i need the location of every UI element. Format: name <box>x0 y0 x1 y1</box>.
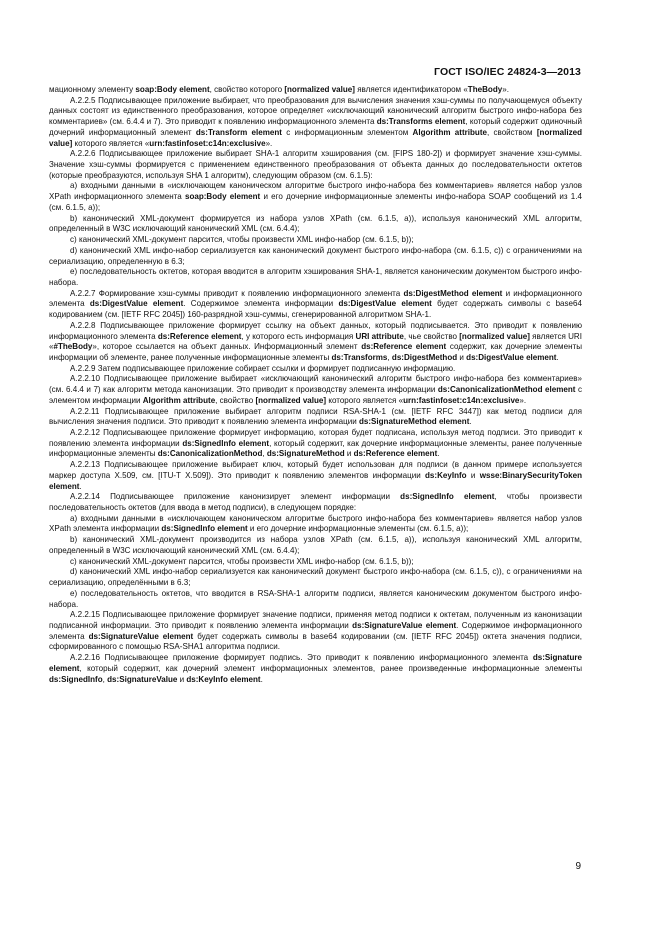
text-run: , <box>387 352 392 362</box>
paragraph <box>49 557 582 568</box>
bold-term: ds:SignatureMethod <box>266 449 345 459</box>
text-run: А.2.2.6 Подписывающее приложение выбирает SHA-1 алгоритм хэширования (см. [FIPS 180-2]) и формирует значение хэш-суммы. Значение хэш-суммы формируется с применением единственного преобразования от объекта данных до последовательности октетов (которые преобразуются, используя SHA 1 алгоритм), следующим образом (см. 6.1.5): <box>49 149 582 180</box>
text-run: А.2.2.12 Подписывающее приложение формирует информацию, которая будет подписана, используя метод подписи. Это приводит к появлению элемента информации <box>49 428 582 448</box>
bold-term: [normalized value] <box>49 127 583 148</box>
paragraph <box>49 374 582 406</box>
text-run: и <box>177 674 187 684</box>
text-run: . <box>260 674 263 684</box>
standard-header: ГОСТ ISO/IEC 24824-3—2013 <box>434 66 581 78</box>
bold-term: ds:KeyInfo <box>425 470 467 480</box>
bold-term: ds:Transform element <box>195 127 282 137</box>
bold-term: ds:Reference element <box>353 449 438 459</box>
text-run: , который содержит одиночный дочерний информационный элемент <box>49 117 583 137</box>
bold-term: soap:Body element <box>135 85 210 94</box>
bold-term: urn:fastinfoset:c14n:exclusive <box>149 138 266 148</box>
body-text <box>49 85 582 685</box>
paragraph <box>49 289 582 321</box>
text-run: будет содержать символы с base64 кодированием (см. [IETF RFC 2045]) 160-разрядной хэш-суммы, сгенерированной алгоритмом SHA-1. <box>49 299 582 320</box>
text-run: . <box>469 417 472 427</box>
text-run: , который содержит, как дочерний элемент информационных элементов, ранее произведенные информационные элементы <box>79 663 582 673</box>
bold-term: ds:Reference element <box>157 331 242 341</box>
text-run: и <box>344 449 354 459</box>
text-run: , у которого есть информация <box>241 331 356 341</box>
text-run: и <box>457 352 467 362</box>
paragraph <box>49 407 582 428</box>
bold-term: ds:SignedInfo element <box>161 524 248 534</box>
text-run: А.2.2.14 Подписывающее приложение канонизирует элемент информации <box>70 492 401 502</box>
bold-term: ds:CanonicalizationMethod <box>157 449 263 459</box>
text-run: d) канонический XML инфо-набор сериализуется как канонический документ быстрого инфо-набора (см. 6.1.5, c)) с ограничениями на сериализацию, определенную в 6.3; <box>49 245 582 266</box>
text-run: . Содержимое информационного элемента <box>49 620 582 641</box>
text-run: . Содержимое элемента информации <box>183 299 339 309</box>
paragraph <box>49 246 582 267</box>
text-run: ». <box>265 138 273 148</box>
text-run: с элементом информации <box>49 385 582 405</box>
text-run: », которое ссылается на объект данных. Информационный элемент <box>92 342 362 352</box>
bold-term: TheBody <box>467 85 503 94</box>
text-run: которого является « <box>326 395 404 405</box>
paragraph <box>49 85 582 96</box>
text-run: e) последовательность октетов, что вводится в RSA-SHA-1 алгоритм подписи, является каноническим документом быстрого инфо-набора. <box>49 588 582 609</box>
text-run: и его дочерние информационные элементы (см. 6.1.5, а)); <box>247 524 469 534</box>
text-run: , чье свойство <box>403 331 460 341</box>
bold-term: Algorithm attribute <box>412 127 487 137</box>
bold-term: [normalized value] <box>459 331 530 341</box>
text-run: А.2.2.9 Затем подписывающее приложение собирает ссылки и формирует подписанную информацию. <box>70 363 456 373</box>
bold-term: ds:DigestValue element <box>466 352 557 362</box>
text-run: . <box>79 481 82 491</box>
bold-term: urn:fastinfoset:c14n:exclusive <box>403 395 520 405</box>
paragraph <box>49 653 582 685</box>
bold-term: ds:SignatureMethod element <box>358 417 470 427</box>
bold-term: ds:SignatureValue <box>107 674 178 684</box>
text-run: , свойство которого <box>209 85 285 94</box>
text-run: А.2.2.16 Подписывающее приложение формирует подпись. Это приводит к появлению информационного элемента <box>70 653 533 663</box>
bold-term: [normalized value] <box>255 395 327 405</box>
bold-term: Algorithm attribute <box>142 395 216 405</box>
text-run: b) канонический XML-документ формируется из набора узлов XPath (см. 6.1.5, a)), используя канонический XML алгоритм, определенный в W3C исключающий канонический XML (см. 6.4.4); <box>49 213 582 234</box>
text-run: , чтобы произвести последовательность октетов (для ввода в метод подписи), в следующем порядке: <box>49 492 582 513</box>
bold-term: ds:Transforms <box>331 352 388 362</box>
text-run: , свойство <box>215 395 256 405</box>
paragraph <box>49 181 582 213</box>
text-run: ». <box>519 395 527 405</box>
bold-term: ds:SignedInfo <box>49 674 103 684</box>
bold-term: ds:SignatureValue element <box>88 631 194 641</box>
text-run: c) канонический XML-документ парсится, чтобы произвести XML инфо-набор (см. 6.1.5, b)); <box>70 235 414 245</box>
text-run: А.2.2.8 Подписывающее приложение формирует ссылку на объект данных, который подписывается. Это приводит к появлению информационного элемента <box>49 320 582 341</box>
text-run: содержит, как дочерние элементы информации об элементе, ранее полученные информационные элементы <box>49 342 582 362</box>
bold-term: URI attribute <box>355 331 404 341</box>
text-run: а) входными данными в «исключающем каноническом алгоритме быстрого инфо-набора без комментариев» является набор узлов XPath информационного элемента <box>49 181 582 202</box>
bold-term: ds:DigestValue element <box>89 299 184 309</box>
text-run: и его дочерние информационные элементы инфо-набора SOAP сообщений из 1.4 (см. 6.1.5, а)); <box>49 192 582 212</box>
paragraph <box>49 567 582 588</box>
text-run: с информационным элементом <box>281 127 413 137</box>
bold-term: ds:DigestMethod <box>391 352 458 362</box>
bold-term: [normalized value] <box>284 85 355 94</box>
paragraph <box>49 428 582 460</box>
text-run: и <box>466 470 480 480</box>
bold-term: #TheBody <box>53 342 93 352</box>
paragraph <box>49 514 582 535</box>
page-number: 9 <box>575 861 581 872</box>
paragraph <box>49 460 582 492</box>
paragraph <box>49 535 582 556</box>
paragraph <box>49 149 582 181</box>
text-run: А.2.2.13 Подписывающее приложение выбирает ключ, который будет использован для подписи (в данном примере используется маркер доступа X.509, см. [ITU-T X.509]). Это приводит к появлению элементов информации <box>49 460 582 480</box>
text-run: будет содержать символы в base64 кодировании (см. [IETF RFC 2045]) октета значения подписи, сформированного с помощью RSA-SHA1 алгоритма подписи. <box>49 631 582 652</box>
paragraph <box>49 589 582 610</box>
text-run: А.2.2.15 Подписывающее приложение формирует значение подписи, применяя метод подписи к октетам, полученным из канонизации подписанной информации. Это приводит к появлению элемента информации <box>49 610 582 630</box>
text-run: А.2.2.5 Подписывающее приложение выбирает, что преобразования для вычисления значения хэш-суммы по получающемуся объекту данных состоят из единственного преобразования, которое определяет «исключающий канонический алгоритм быстрого инфо-набора без комментариев» (см. 6.4.4 и 7). Это приводит к появлению информационного элемента <box>49 95 582 127</box>
bold-term: ds:DigestValue element <box>338 299 432 309</box>
bold-term: soap:Body element <box>184 192 261 202</box>
bold-term: ds:SignedInfo element <box>400 492 495 502</box>
text-run: e) последовательность октетов, которая вводится в алгоритм хэширования SHA-1, является каноническим документом быстрого инфо-набора. <box>49 267 582 287</box>
text-run: , <box>262 449 267 459</box>
paragraph <box>49 235 582 246</box>
bold-term: ds:Transforms element <box>376 117 466 127</box>
text-run: d) канонический XML инфо-набор сериализуется как канонический документ быстрого инфо-набора (см. 6.1.5, c)), с ограничениями на сериализацию, определёнными в 6.3; <box>49 567 582 588</box>
bold-term: ds:CanonicalizationMethod element <box>437 385 576 395</box>
text-run: ». <box>502 85 509 94</box>
text-run: b) канонический XML-документ производится из набора узлов XPath (см. 6.1.5, a)), используя канонический XML алгоритм, определенный в W3C исключающий канонический XML (см. 6.4.4); <box>49 535 582 555</box>
bold-term: ds:SignatureValue element <box>352 620 457 630</box>
text-run: А.2.2.7 Формирование хэш-суммы приводит к появлению информационного элемента <box>70 288 404 298</box>
text-run: является URI « <box>49 331 582 352</box>
bold-term: ds:SignedInfo element <box>182 438 270 448</box>
paragraph <box>49 610 582 653</box>
text-run: . <box>437 449 440 459</box>
paragraph <box>49 492 582 513</box>
text-run: является идентификатором « <box>354 85 468 94</box>
text-run: . <box>556 352 559 362</box>
paragraph <box>49 96 582 150</box>
text-run: , который содержит, как дочерние информационные элементы, ранее полученные информационные элементы <box>49 438 582 459</box>
text-run: А.2.2.11 Подписывающее приложение выбирает алгоритм подписи RSA-SHA-1 (см. [IETF RFC 3447]) как метод подписи для вычисления значения подписи. Это приводит к появлению элемента информации <box>49 406 582 427</box>
paragraph <box>49 214 582 235</box>
paragraph <box>49 321 582 364</box>
text-run: и информационного элемента <box>49 288 582 309</box>
bold-term: ds:DigestMethod element <box>403 288 503 298</box>
paragraph <box>49 267 582 288</box>
text-run: А.2.2.10 Подписывающее приложение выбирает «исключающий канонический алгоритм быстрого инфо-набора без комментариев» (см. 6.4.4 и 7) как алгоритм метода канонизации. Это приводит к производству элемента информации <box>49 374 582 395</box>
bold-term: ds:Signature element <box>49 653 582 673</box>
text-run: c) канонический XML-документ парсится, чтобы произвести XML инфо-набор (см. 6.1.5, b)); <box>70 556 414 566</box>
paragraph <box>49 364 582 375</box>
bold-term: ds:KeyInfo element <box>186 674 261 684</box>
text-run: которого является « <box>72 138 150 148</box>
text-run: , свойством <box>486 127 537 137</box>
text-run: мационному элементу <box>49 85 136 94</box>
bold-term: ds:Reference element <box>361 342 447 352</box>
text-run: а) входными данными в «исключающем каноническом алгоритме быстрого инфо-набора без комментариев» является набор узлов XPath элемента информации <box>49 513 582 534</box>
bold-term: wsse:BinarySecurityToken element <box>49 470 582 491</box>
text-run: , <box>102 674 108 684</box>
